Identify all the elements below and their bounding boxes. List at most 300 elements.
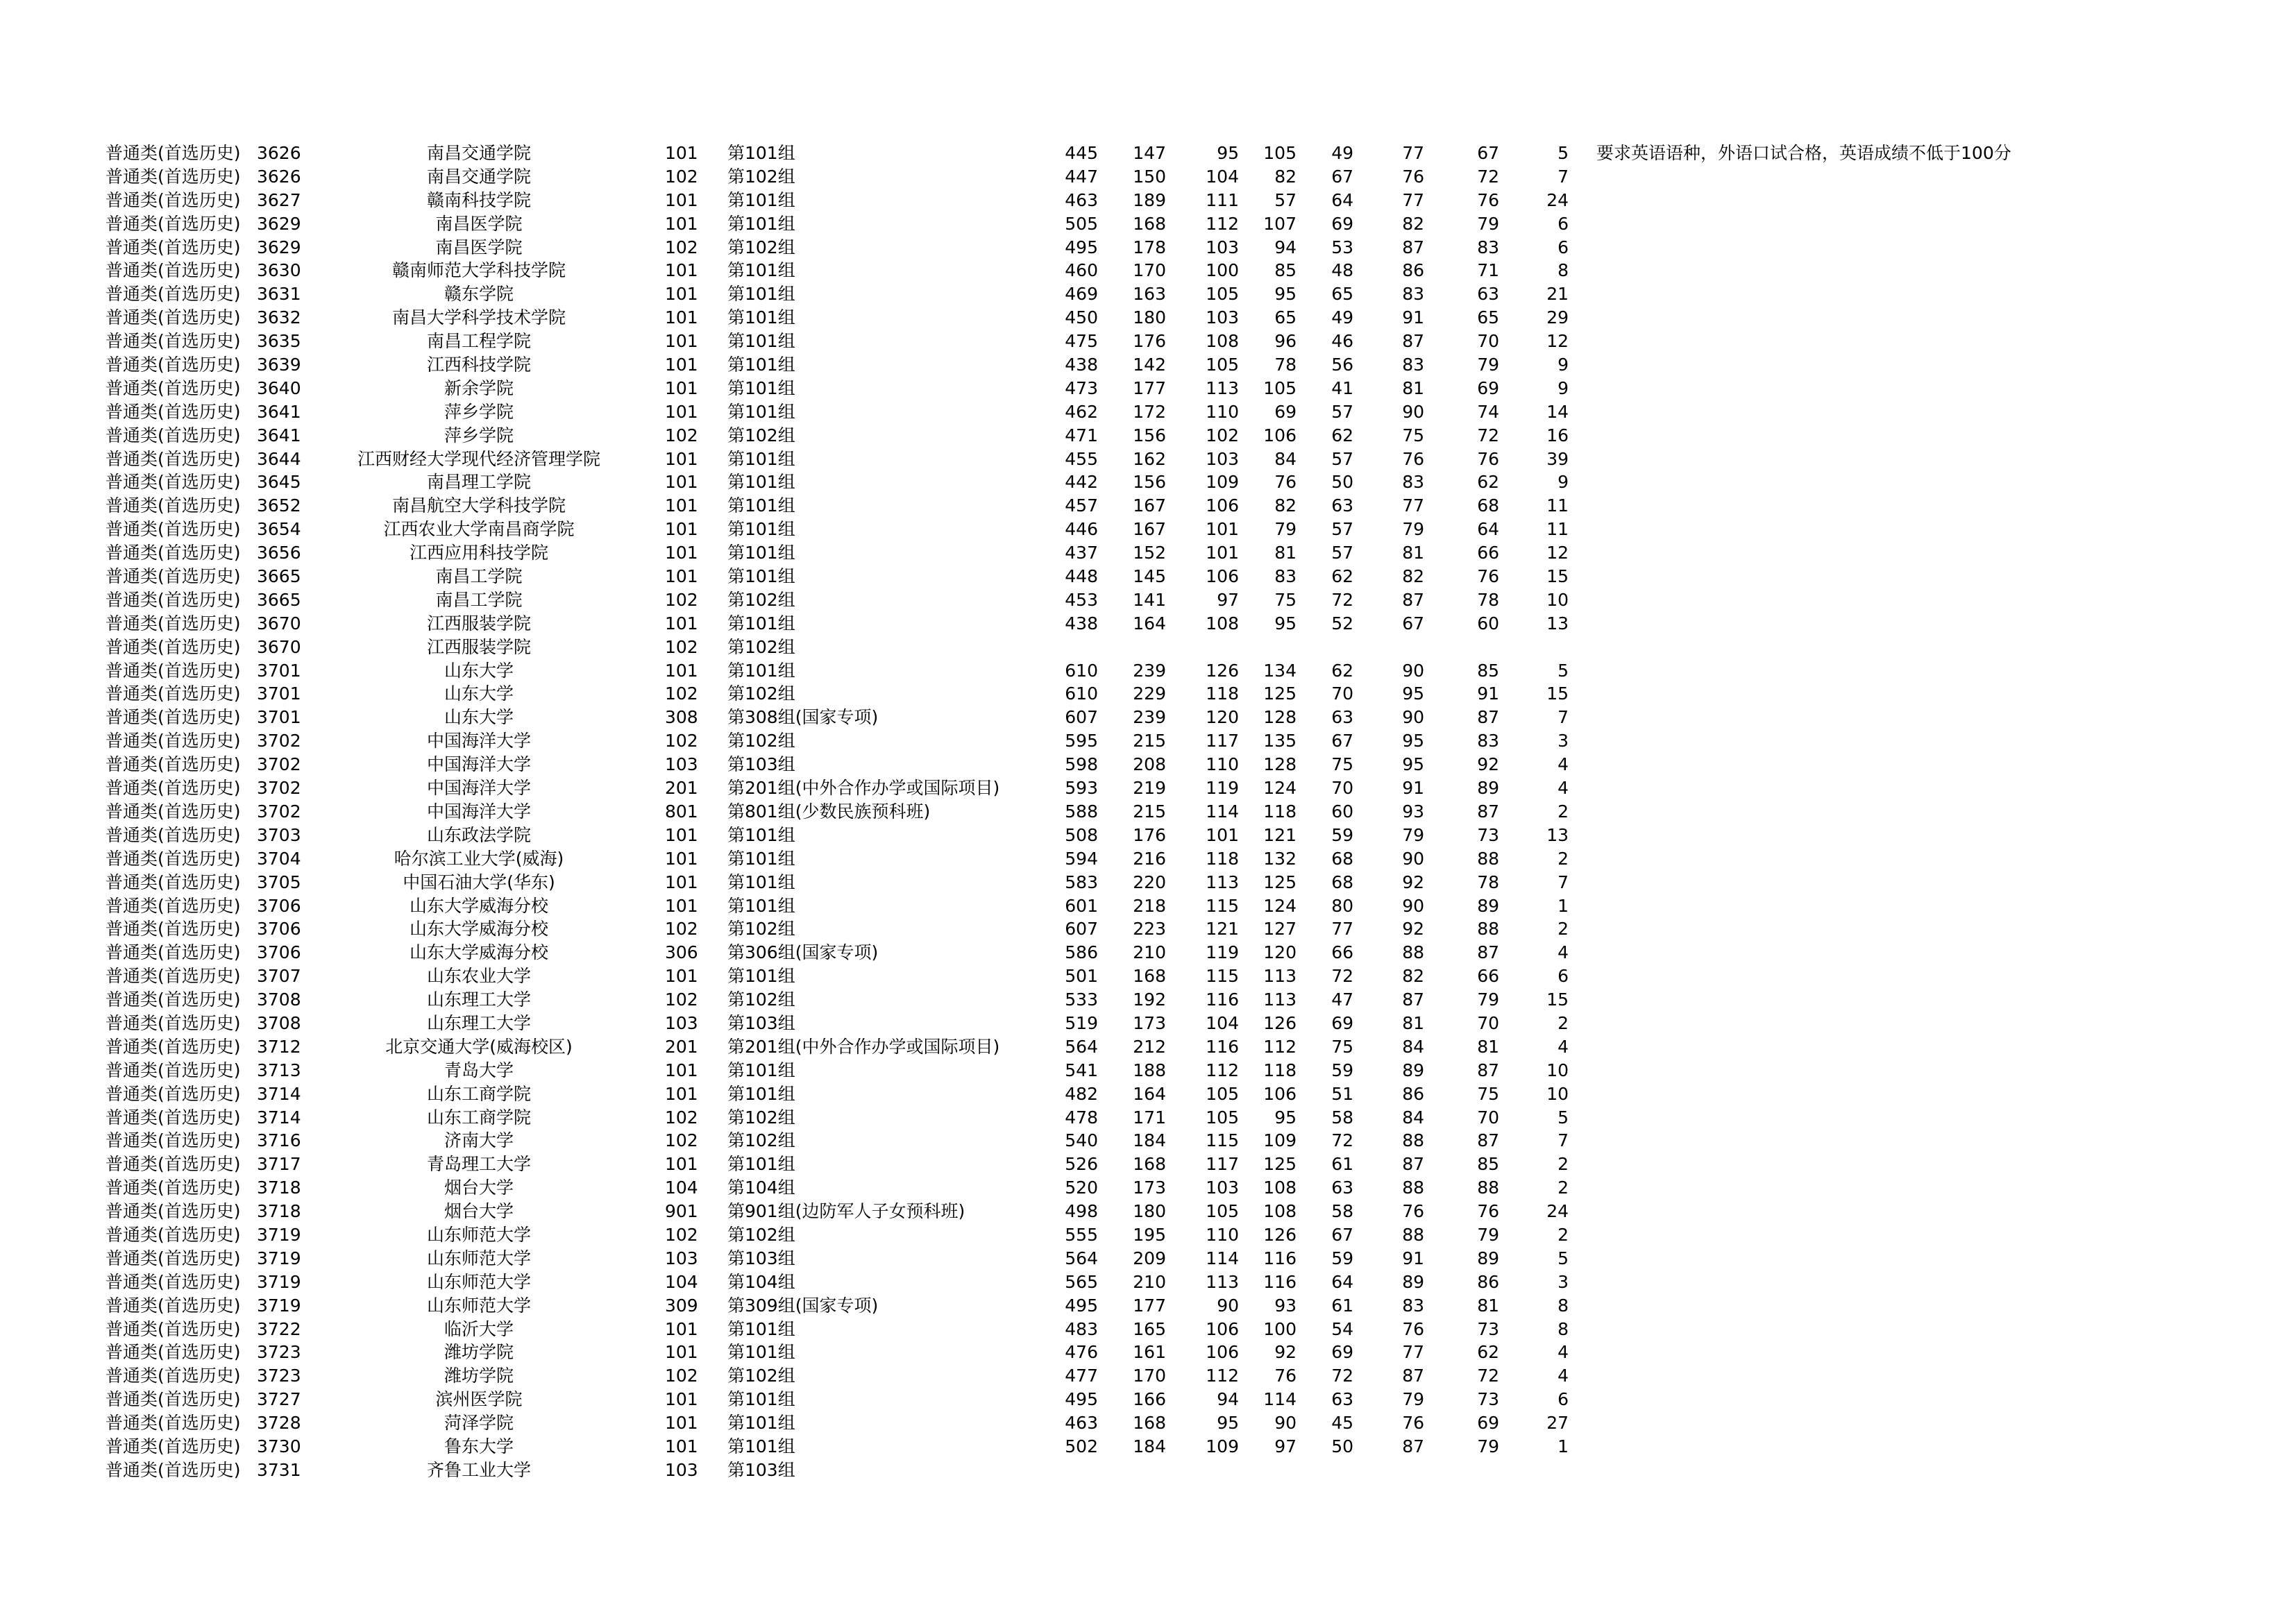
school-code-cell: 3641 [257,425,301,445]
group-name-cell: 第101组 [727,377,795,398]
school-name-cell: 萍乡学院 [444,401,514,422]
history-score-cell: 53 [1331,237,1353,257]
school-name-cell: 山东大学 [444,660,514,681]
total-score-cell: 505 [1065,213,1098,234]
group-code-cell: 308 [665,707,698,728]
elective-score-2-cell: 67 [1402,613,1424,634]
school-name-cell: 烟台大学 [444,1201,514,1222]
group-name-cell: 第101组 [727,848,795,869]
elective-score-2-cell: 83 [1402,284,1424,305]
category-cell: 普通类(首选历史) [105,425,241,445]
elective-score-3-cell: 70 [1477,1107,1499,1128]
elective-score-3-cell: 66 [1477,543,1499,563]
elective-score-2-cell: 77 [1402,143,1424,163]
group-name-cell: 第102组 [727,1130,795,1151]
plan-count-cell: 6 [1558,213,1569,234]
elective-score-2-cell: 86 [1402,1083,1424,1104]
elective-score-2-cell: 81 [1402,1012,1424,1033]
history-score-cell: 61 [1331,1154,1353,1175]
history-score-cell: 70 [1331,778,1353,799]
total-score-cell: 469 [1065,284,1098,305]
plan-count-cell: 4 [1558,942,1569,963]
school-name-cell: 赣东学院 [444,284,514,305]
plan-count-cell: 24 [1546,189,1569,210]
history-score-cell: 63 [1331,495,1353,516]
plan-count-cell: 12 [1546,543,1569,563]
school-code-cell: 3723 [257,1342,301,1363]
school-code-cell: 3654 [257,519,301,540]
english-score-cell: 132 [1263,848,1297,869]
table-row [0,1364,2296,1388]
category-cell: 普通类(首选历史) [105,1201,241,1222]
table-row [0,988,2296,1012]
category-cell: 普通类(首选历史) [105,166,241,187]
history-score-cell: 64 [1331,1271,1353,1292]
group-name-cell: 第101组 [727,1154,795,1175]
elective-score-2-cell: 87 [1402,1154,1424,1175]
history-score-cell: 49 [1331,307,1353,328]
category-cell: 普通类(首选历史) [105,1178,241,1198]
table-row [0,494,2296,518]
category-cell: 普通类(首选历史) [105,401,241,422]
school-code-cell: 3719 [257,1295,301,1316]
english-score-cell: 100 [1263,1318,1297,1339]
plan-count-cell: 2 [1558,1224,1569,1245]
english-score-cell: 106 [1263,425,1297,445]
category-cell: 普通类(首选历史) [105,1012,241,1033]
history-score-cell: 67 [1331,166,1353,187]
table-row [0,330,2296,353]
group-name-cell: 第101组 [727,1318,795,1339]
group-code-cell: 309 [665,1295,698,1316]
plan-count-cell: 2 [1558,1012,1569,1033]
elective-score-2-cell: 86 [1402,260,1424,281]
group-code-cell: 101 [665,472,698,493]
total-score-cell: 471 [1065,425,1098,445]
elective-score-2-cell: 88 [1402,1178,1424,1198]
elective-score-3-cell: 67 [1477,143,1499,163]
school-name-cell: 哈尔滨工业大学(威海) [394,848,564,869]
category-cell: 普通类(首选历史) [105,260,241,281]
math-score-cell: 106 [1206,1318,1239,1339]
table-row [0,1106,2296,1130]
english-score-cell: 125 [1263,683,1297,704]
group-code-cell: 101 [665,1060,698,1080]
group-name-cell: 第101组 [727,143,795,163]
group-code-cell: 102 [665,1224,698,1245]
chinese-score-cell: 212 [1133,1036,1166,1057]
chinese-score-cell: 180 [1133,307,1166,328]
group-name-cell: 第102组 [727,683,795,704]
elective-score-3-cell: 60 [1477,613,1499,634]
table-row [0,706,2296,729]
school-code-cell: 3626 [257,143,301,163]
elective-score-2-cell: 83 [1402,1295,1424,1316]
school-code-cell: 3639 [257,355,301,375]
total-score-cell: 598 [1065,754,1098,775]
category-cell: 普通类(首选历史) [105,1248,241,1268]
school-name-cell: 南昌理工学院 [426,472,531,493]
english-score-cell: 112 [1263,1036,1297,1057]
plan-count-cell: 1 [1558,895,1569,916]
group-name-cell: 第308组(国家专项) [727,707,879,728]
plan-count-cell: 15 [1546,683,1569,704]
table-row [0,1318,2296,1341]
total-score-cell: 473 [1065,377,1098,398]
group-name-cell: 第102组 [727,989,795,1010]
math-score-cell: 105 [1206,1107,1239,1128]
group-name-cell: 第101组 [727,331,795,352]
total-score-cell: 565 [1065,1271,1098,1292]
elective-score-2-cell: 82 [1402,966,1424,987]
school-code-cell: 3665 [257,566,301,587]
school-code-cell: 3706 [257,895,301,916]
school-name-cell: 南昌航空大学科技学院 [391,495,566,516]
school-code-cell: 3701 [257,683,301,704]
chinese-score-cell: 216 [1133,848,1166,869]
group-code-cell: 901 [665,1201,698,1222]
plan-count-cell: 15 [1546,989,1569,1010]
elective-score-2-cell: 77 [1402,189,1424,210]
school-code-cell: 3645 [257,472,301,493]
elective-score-2-cell: 91 [1402,1248,1424,1268]
plan-count-cell: 4 [1558,1036,1569,1057]
english-score-cell: 126 [1263,1012,1297,1033]
elective-score-2-cell: 81 [1402,543,1424,563]
table-row [0,282,2296,306]
table-row [0,894,2296,918]
category-cell: 普通类(首选历史) [105,1130,241,1151]
elective-score-3-cell: 75 [1477,1083,1499,1104]
school-name-cell: 临沂大学 [444,1318,514,1339]
chinese-score-cell: 170 [1133,1366,1166,1386]
chinese-score-cell: 168 [1133,213,1166,234]
school-name-cell: 山东政法学院 [426,824,531,845]
table-row [0,1271,2296,1294]
chinese-score-cell: 162 [1133,448,1166,469]
group-code-cell: 306 [665,942,698,963]
elective-score-2-cell: 90 [1402,660,1424,681]
math-score-cell: 112 [1206,1060,1239,1080]
table-row [0,1035,2296,1059]
english-score-cell: 85 [1274,260,1297,281]
elective-score-2-cell: 90 [1402,848,1424,869]
school-code-cell: 3629 [257,237,301,257]
category-cell: 普通类(首选历史) [105,1459,241,1480]
chinese-score-cell: 195 [1133,1224,1166,1245]
english-score-cell: 128 [1263,707,1297,728]
plan-count-cell: 10 [1546,1060,1569,1080]
group-name-cell: 第101组 [727,895,795,916]
history-score-cell: 50 [1331,472,1353,493]
table-body [0,142,2296,1482]
group-code-cell: 101 [665,872,698,892]
plan-count-cell: 13 [1546,613,1569,634]
chinese-score-cell: 166 [1133,1389,1166,1410]
chinese-score-cell: 171 [1133,1107,1166,1128]
group-name-cell: 第101组 [727,213,795,234]
school-code-cell: 3627 [257,189,301,210]
school-code-cell: 3705 [257,872,301,892]
school-name-cell: 萍乡学院 [444,425,514,445]
math-score-cell: 116 [1206,1036,1239,1057]
total-score-cell: 450 [1065,307,1098,328]
group-name-cell: 第104组 [727,1271,795,1292]
group-code-cell: 101 [665,848,698,869]
table-row [0,1435,2296,1459]
elective-score-2-cell: 89 [1402,1060,1424,1080]
math-score-cell: 101 [1206,519,1239,540]
school-code-cell: 3701 [257,660,301,681]
group-code-cell: 101 [665,448,698,469]
chinese-score-cell: 210 [1133,942,1166,963]
category-cell: 普通类(首选历史) [105,189,241,210]
english-score-cell: 83 [1274,566,1297,587]
chinese-score-cell: 173 [1133,1012,1166,1033]
math-score-cell: 110 [1206,1224,1239,1245]
plan-count-cell: 2 [1558,1178,1569,1198]
group-code-cell: 102 [665,1107,698,1128]
math-score-cell: 105 [1206,1201,1239,1222]
group-code-cell: 101 [665,213,698,234]
plan-count-cell: 2 [1558,1154,1569,1175]
chinese-score-cell: 167 [1133,519,1166,540]
school-code-cell: 3716 [257,1130,301,1151]
math-score-cell: 126 [1206,660,1239,681]
history-score-cell: 57 [1331,543,1353,563]
math-score-cell: 95 [1217,1413,1239,1434]
total-score-cell: 607 [1065,919,1098,940]
school-name-cell: 江西服装学院 [426,636,531,657]
math-score-cell: 121 [1206,919,1239,940]
group-name-cell: 第101组 [727,519,795,540]
chinese-score-cell: 209 [1133,1248,1166,1268]
group-name-cell: 第102组 [727,1224,795,1245]
group-code-cell: 104 [665,1178,698,1198]
category-cell: 普通类(首选历史) [105,1154,241,1175]
english-score-cell: 105 [1263,143,1297,163]
category-cell: 普通类(首选历史) [105,566,241,587]
math-score-cell: 120 [1206,707,1239,728]
english-score-cell: 81 [1274,543,1297,563]
table-row [0,259,2296,282]
elective-score-3-cell: 72 [1477,166,1499,187]
history-score-cell: 72 [1331,966,1353,987]
table-row [0,588,2296,612]
table-row [0,1012,2296,1035]
elective-score-2-cell: 82 [1402,566,1424,587]
group-name-cell: 第201组(中外合作办学或国际项目) [727,778,1000,799]
chinese-score-cell: 168 [1133,966,1166,987]
group-name-cell: 第101组 [727,1389,795,1410]
english-score-cell: 76 [1274,1366,1297,1386]
table-row [0,824,2296,847]
category-cell: 普通类(首选历史) [105,331,241,352]
table-row [0,776,2296,800]
group-code-cell: 101 [665,189,698,210]
school-name-cell: 山东工商学院 [426,1083,531,1104]
history-score-cell: 67 [1331,731,1353,751]
table-row [0,800,2296,824]
plan-count-cell: 16 [1546,425,1569,445]
total-score-cell: 520 [1065,1178,1098,1198]
school-name-cell: 中国海洋大学 [426,754,531,775]
total-score-cell: 495 [1065,1389,1098,1410]
elective-score-3-cell: 76 [1477,566,1499,587]
category-cell: 普通类(首选历史) [105,1224,241,1245]
math-score-cell: 119 [1206,942,1239,963]
group-name-cell: 第101组 [727,660,795,681]
elective-score-3-cell: 88 [1477,919,1499,940]
table-row [0,847,2296,871]
plan-count-cell: 2 [1558,801,1569,822]
table-row [0,1200,2296,1223]
history-score-cell: 75 [1331,1036,1353,1057]
chinese-score-cell: 177 [1133,1295,1166,1316]
school-name-cell: 菏泽学院 [444,1413,514,1434]
math-score-cell: 103 [1206,1178,1239,1198]
school-code-cell: 3706 [257,919,301,940]
history-score-cell: 57 [1331,448,1353,469]
total-score-cell: 460 [1065,260,1098,281]
plan-count-cell: 7 [1558,707,1569,728]
table-row [0,941,2296,965]
group-name-cell: 第101组 [727,543,795,563]
plan-count-cell: 21 [1546,284,1569,305]
math-score-cell: 106 [1206,1342,1239,1363]
category-cell: 普通类(首选历史) [105,237,241,257]
plan-count-cell: 3 [1558,1271,1569,1292]
total-score-cell: 555 [1065,1224,1098,1245]
chinese-score-cell: 189 [1133,189,1166,210]
elective-score-3-cell: 76 [1477,1201,1499,1222]
school-code-cell: 3665 [257,589,301,610]
math-score-cell: 117 [1206,731,1239,751]
category-cell: 普通类(首选历史) [105,1036,241,1057]
english-score-cell: 106 [1263,1083,1297,1104]
category-cell: 普通类(首选历史) [105,1107,241,1128]
history-score-cell: 58 [1331,1201,1353,1222]
chinese-score-cell: 210 [1133,1271,1166,1292]
group-code-cell: 102 [665,1366,698,1386]
math-score-cell: 118 [1206,848,1239,869]
group-name-cell: 第101组 [727,355,795,375]
english-score-cell: 69 [1274,401,1297,422]
history-score-cell: 66 [1331,942,1353,963]
plan-count-cell: 6 [1558,237,1569,257]
group-name-cell: 第101组 [727,1083,795,1104]
elective-score-3-cell: 81 [1477,1036,1499,1057]
school-name-cell: 中国石油大学(华东) [403,872,555,892]
school-code-cell: 3719 [257,1271,301,1292]
english-score-cell: 96 [1274,331,1297,352]
plan-count-cell: 15 [1546,566,1569,587]
elective-score-3-cell: 72 [1477,425,1499,445]
school-code-cell: 3635 [257,331,301,352]
group-name-cell: 第102组 [727,919,795,940]
english-score-cell: 94 [1274,237,1297,257]
school-name-cell: 山东师范大学 [426,1295,531,1316]
category-cell: 普通类(首选历史) [105,801,241,822]
school-code-cell: 3723 [257,1366,301,1386]
group-code-cell: 101 [665,1154,698,1175]
elective-score-3-cell: 81 [1477,1295,1499,1316]
group-code-cell: 101 [665,966,698,987]
english-score-cell: 79 [1274,519,1297,540]
group-name-cell: 第309组(国家专项) [727,1295,879,1316]
english-score-cell: 75 [1274,589,1297,610]
school-name-cell: 潍坊学院 [444,1342,514,1363]
school-code-cell: 3640 [257,377,301,398]
elective-score-2-cell: 79 [1402,519,1424,540]
plan-count-cell: 1 [1558,1436,1569,1456]
group-code-cell: 102 [665,237,698,257]
table-row [0,377,2296,400]
elective-score-3-cell: 83 [1477,731,1499,751]
math-score-cell: 105 [1206,1083,1239,1104]
english-score-cell: 116 [1263,1248,1297,1268]
chinese-score-cell: 215 [1133,731,1166,751]
table-row [0,1411,2296,1435]
history-score-cell: 63 [1331,1178,1353,1198]
math-score-cell: 103 [1206,307,1239,328]
group-name-cell: 第101组 [727,307,795,328]
category-cell: 普通类(首选历史) [105,307,241,328]
category-cell: 普通类(首选历史) [105,1318,241,1339]
category-cell: 普通类(首选历史) [105,284,241,305]
math-score-cell: 115 [1206,895,1239,916]
elective-score-2-cell: 82 [1402,213,1424,234]
group-name-cell: 第201组(中外合作办学或国际项目) [727,1036,1000,1057]
elective-score-3-cell: 76 [1477,448,1499,469]
school-name-cell: 南昌医学院 [435,237,523,257]
elective-score-3-cell: 86 [1477,1271,1499,1292]
math-score-cell: 108 [1206,613,1239,634]
table-row [0,541,2296,565]
school-code-cell: 3731 [257,1459,301,1480]
plan-count-cell: 9 [1558,472,1569,493]
group-code-cell: 102 [665,636,698,657]
elective-score-2-cell: 93 [1402,801,1424,822]
school-name-cell: 中国海洋大学 [426,778,531,799]
elective-score-2-cell: 88 [1402,1130,1424,1151]
table-row [0,165,2296,189]
chinese-score-cell: 184 [1133,1436,1166,1456]
plan-count-cell: 6 [1558,966,1569,987]
school-name-cell: 烟台大学 [444,1178,514,1198]
elective-score-2-cell: 84 [1402,1036,1424,1057]
elective-score-3-cell: 91 [1477,683,1499,704]
category-cell: 普通类(首选历史) [105,707,241,728]
table-row [0,1388,2296,1411]
english-score-cell: 107 [1263,213,1297,234]
history-score-cell: 63 [1331,707,1353,728]
group-name-cell: 第101组 [727,1060,795,1080]
group-code-cell: 101 [665,660,698,681]
school-name-cell: 南昌工程学院 [426,331,531,352]
math-score-cell: 101 [1206,824,1239,845]
elective-score-3-cell: 79 [1477,355,1499,375]
category-cell: 普通类(首选历史) [105,989,241,1010]
elective-score-3-cell: 78 [1477,589,1499,610]
plan-count-cell: 8 [1558,1318,1569,1339]
chinese-score-cell: 165 [1133,1318,1166,1339]
school-code-cell: 3656 [257,543,301,563]
group-name-cell: 第801组(少数民族预科班) [727,801,931,822]
school-name-cell: 南昌工学院 [435,589,523,610]
english-score-cell: 82 [1274,495,1297,516]
group-code-cell: 101 [665,1318,698,1339]
